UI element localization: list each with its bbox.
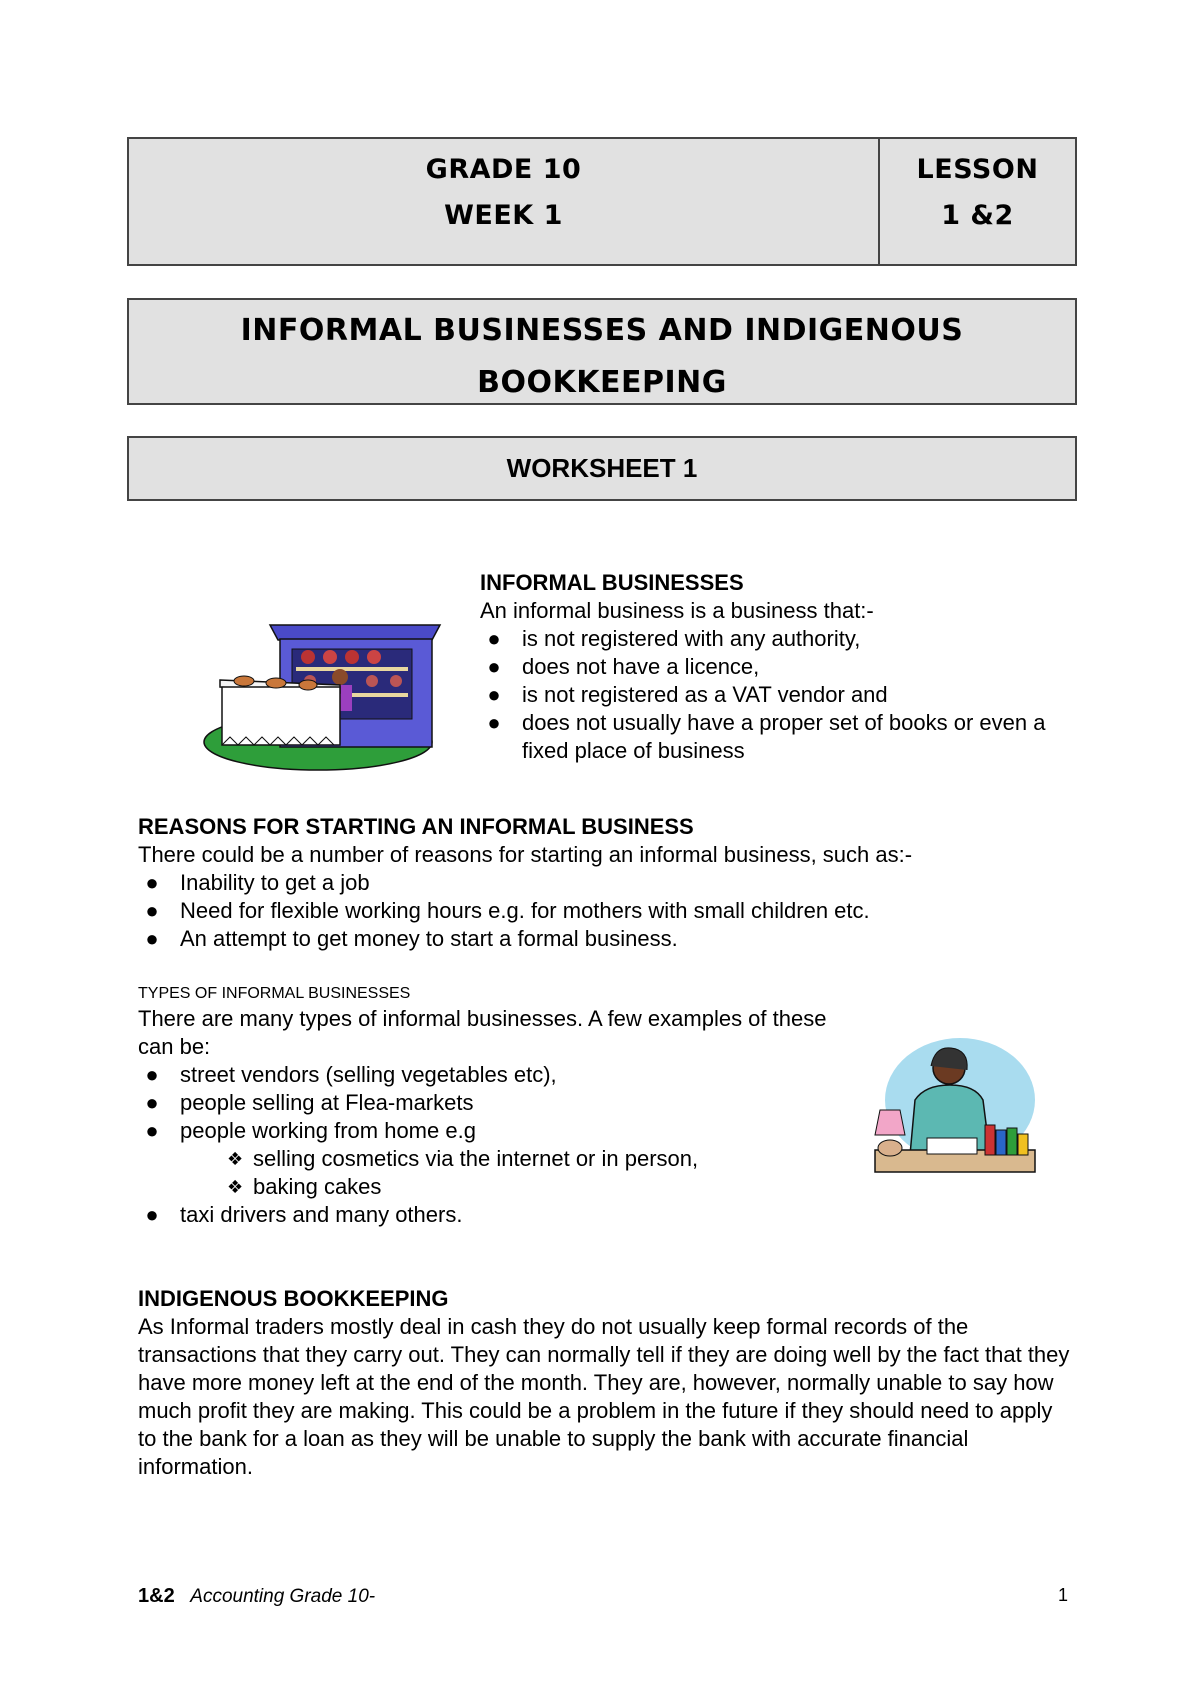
- informal-list: [480, 625, 1060, 765]
- informal-intro: An informal business is a business that:-: [480, 598, 874, 623]
- list-item: ● An attempt to get money to start a formal business.: [138, 925, 1078, 953]
- bullet-icon: ●: [487, 710, 501, 735]
- lesson-value: 1 &2: [941, 200, 1014, 231]
- bullet-icon: ●: [487, 654, 501, 679]
- list-item: ● Inability to get a job: [138, 869, 1078, 897]
- bullet-icon: ●: [145, 1090, 159, 1115]
- reasons-list: [138, 869, 1078, 953]
- list-item: ● Need for flexible working hours e.g. for mothers with small children etc.: [138, 897, 1078, 925]
- topic-title-line2: BOOKKEEPING: [477, 365, 727, 400]
- page-footer: [138, 1585, 1068, 1608]
- types-section: [138, 983, 858, 1229]
- indigenous-heading: INDIGENOUS BOOKKEEPING: [138, 1286, 449, 1311]
- types-list-end: [138, 1201, 858, 1229]
- diamond-bullet-icon: ❖: [227, 1177, 244, 1197]
- bullet-icon: ●: [145, 870, 159, 895]
- week-label: WEEK 1: [444, 200, 563, 231]
- worksheet-label: WORKSHEET 1: [506, 453, 698, 483]
- list-item: ❖ baking cakes: [227, 1174, 382, 1199]
- list-item: ❖ selling cosmetics via the internet or in person,: [227, 1146, 699, 1171]
- bullet-icon: ●: [145, 1202, 159, 1227]
- grade-week-cell: [129, 139, 880, 264]
- types-list: [138, 1061, 858, 1145]
- bullet-icon: ●: [145, 898, 159, 923]
- reasons-section: [138, 813, 1078, 953]
- vendor-woman-icon: [865, 1030, 1045, 1195]
- types-sub-list: [138, 1145, 858, 1201]
- bullet-icon: ●: [145, 926, 159, 951]
- diamond-bullet-icon: ❖: [227, 1149, 244, 1169]
- list-item: ● taxi drivers and many others.: [138, 1201, 858, 1229]
- worksheet-box: [127, 436, 1077, 501]
- informal-businesses-section: [480, 569, 1060, 765]
- bullet-icon: ●: [145, 1118, 159, 1143]
- lesson-cell: [880, 139, 1075, 264]
- bullet-icon: ●: [487, 682, 501, 707]
- list-item: ● people selling at Flea-markets: [138, 1089, 858, 1117]
- market-stall-icon: [200, 605, 445, 775]
- types-heading: TYPES OF INFORMAL BUSINESSES: [138, 985, 411, 1002]
- footer-lesson-number: 1&2: [138, 1585, 175, 1607]
- reasons-heading: REASONS FOR STARTING AN INFORMAL BUSINESS: [138, 814, 694, 839]
- list-item: ● does not usually have a proper set of books or even a fixed place of business: [480, 709, 1060, 765]
- lesson-header-box: [127, 137, 1077, 266]
- bullet-icon: ●: [145, 1062, 159, 1087]
- types-intro: There are many types of informal businesses. A few examples of these can be:: [138, 1006, 827, 1059]
- list-item: ● street vendors (selling vegetables etc),: [138, 1061, 858, 1089]
- reasons-intro: There could be a number of reasons for starting an informal business, such as:-: [138, 842, 913, 867]
- indigenous-body: As Informal traders mostly deal in cash they do not usually keep formal records of the transactions that they carry out. They can normally tell if they are doing well by the fact that they have more money left at the end of the month. They are, however, normally unable to say how much profit they are making. This could be a problem in the future if they should need to apply to the bank for a loan as they will be unable to supply the bank with accurate financial information.: [138, 1314, 1070, 1479]
- informal-heading: INFORMAL BUSINESSES: [480, 570, 744, 595]
- list-item: ● people working from home e.g: [138, 1117, 858, 1145]
- page-number: 1: [1057, 1585, 1068, 1605]
- grade-label: GRADE 10: [425, 154, 582, 185]
- list-item: ● is not registered with any authority,: [480, 625, 1060, 653]
- lesson-label: LESSON: [916, 154, 1039, 185]
- topic-title-box: [127, 298, 1077, 405]
- list-item: ● is not registered as a VAT vendor and: [480, 681, 1060, 709]
- list-item: ● does not have a licence,: [480, 653, 1060, 681]
- bullet-icon: ●: [487, 626, 501, 651]
- footer-subject: Accounting Grade 10-: [190, 1586, 376, 1607]
- indigenous-section: [138, 1285, 1073, 1481]
- topic-title-line1: INFORMAL BUSINESSES AND INDIGENOUS: [240, 313, 964, 348]
